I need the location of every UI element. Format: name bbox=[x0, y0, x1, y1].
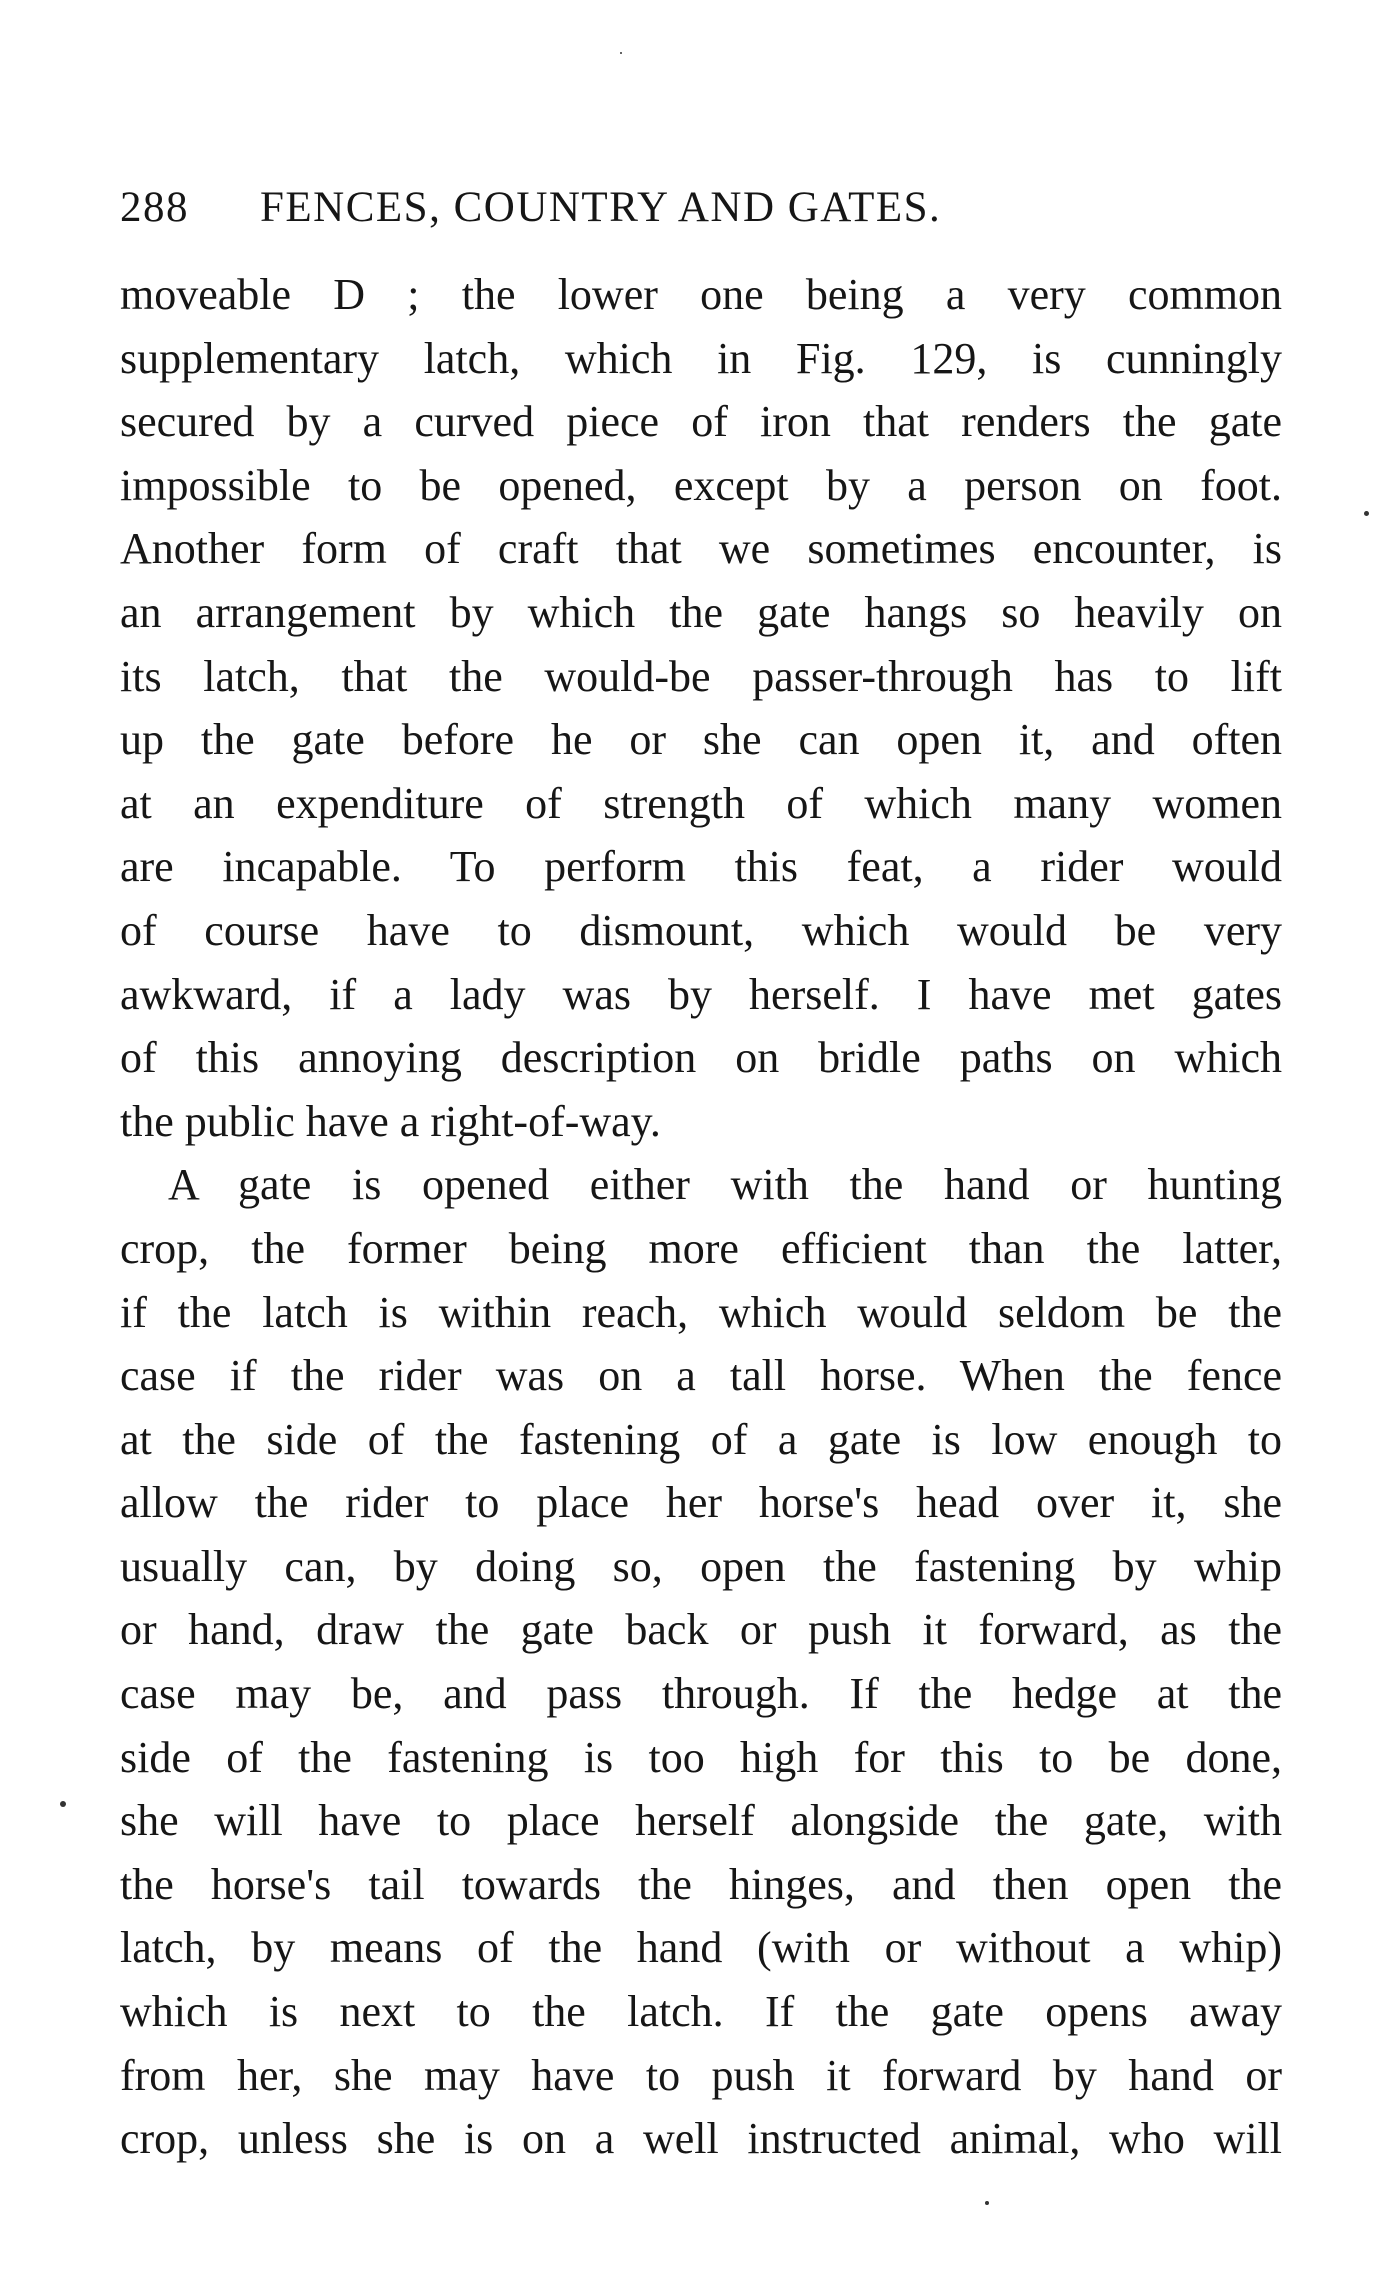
text-line: awkward, if a lady was by herself. I have met gates bbox=[120, 969, 1282, 1019]
text-line: the public have a right-of-way. bbox=[120, 1096, 661, 1146]
text-line: latch, by means of the hand (with or without a whip) bbox=[120, 1923, 1282, 1973]
text-line: usually can, by doing so, open the fastening by whip bbox=[120, 1541, 1282, 1591]
text-line: she will have to place herself alongside the gate, with bbox=[120, 1796, 1282, 1846]
text-line: side of the fastening is too high for this to be done, bbox=[120, 1732, 1282, 1782]
text-line: from her, she may have to push it forward by hand or bbox=[120, 2050, 1282, 2100]
text-line: an arrangement by which the gate hangs so heavily on bbox=[120, 587, 1282, 637]
text-line: or hand, draw the gate back or push it forward, as the bbox=[120, 1605, 1282, 1655]
text-line: of this annoying description on bridle paths on which bbox=[120, 1033, 1282, 1083]
text-line: supplementary latch, which in Fig. 129, is cunningly bbox=[120, 333, 1282, 383]
scan-speck bbox=[60, 1801, 66, 1807]
text-line: crop, the former being more efficient than the latter, bbox=[120, 1223, 1282, 1273]
text-line: at an expenditure of strength of which many women bbox=[120, 778, 1282, 828]
paragraph-2 bbox=[120, 1153, 1282, 2171]
text-line: which is next to the latch. If the gate opens away bbox=[120, 1987, 1282, 2037]
text-line: Another form of craft that we sometimes encounter, is bbox=[120, 524, 1282, 574]
text-line: the horse's tail towards the hinges, and then open the bbox=[120, 1859, 1282, 1909]
text-line: case if the rider was on a tall horse. When the fence bbox=[120, 1351, 1282, 1401]
text-line: at the side of the fastening of a gate is low enough to bbox=[120, 1414, 1282, 1464]
text-line: allow the rider to place her horse's head over it, she bbox=[120, 1478, 1282, 1528]
text-line: moveable D ; the lower one being a very common bbox=[120, 270, 1282, 319]
text-line: impossible to be opened, except by a person on foot. bbox=[120, 460, 1282, 510]
scan-speck bbox=[1364, 511, 1369, 516]
page-header bbox=[120, 183, 1130, 243]
text-line: its latch, that the would-be passer-through has to lift bbox=[120, 651, 1282, 701]
scan-speck bbox=[985, 2201, 989, 2205]
running-head: FENCES, COUNTRY AND GATES. bbox=[260, 184, 942, 231]
text-line: are incapable. To perform this feat, a rider would bbox=[120, 842, 1282, 892]
text-line: secured by a curved piece of iron that renders the gate bbox=[120, 397, 1282, 447]
body-text bbox=[120, 263, 1282, 2171]
text-line: of course have to dismount, which would be very bbox=[120, 905, 1282, 955]
scan-speck bbox=[620, 52, 622, 54]
text-line: A gate is opened either with the hand or hunting bbox=[168, 1160, 1282, 1210]
page-number: 288 bbox=[120, 184, 189, 231]
text-line: up the gate before he or she can open it, and often bbox=[120, 715, 1282, 765]
paragraph-1 bbox=[120, 263, 1282, 1153]
text-line: case may be, and pass through. If the hedge at the bbox=[120, 1669, 1282, 1719]
text-line: crop, unless she is on a well instructed animal, who will bbox=[120, 2114, 1282, 2164]
text-line: if the latch is within reach, which would seldom be the bbox=[120, 1287, 1282, 1337]
